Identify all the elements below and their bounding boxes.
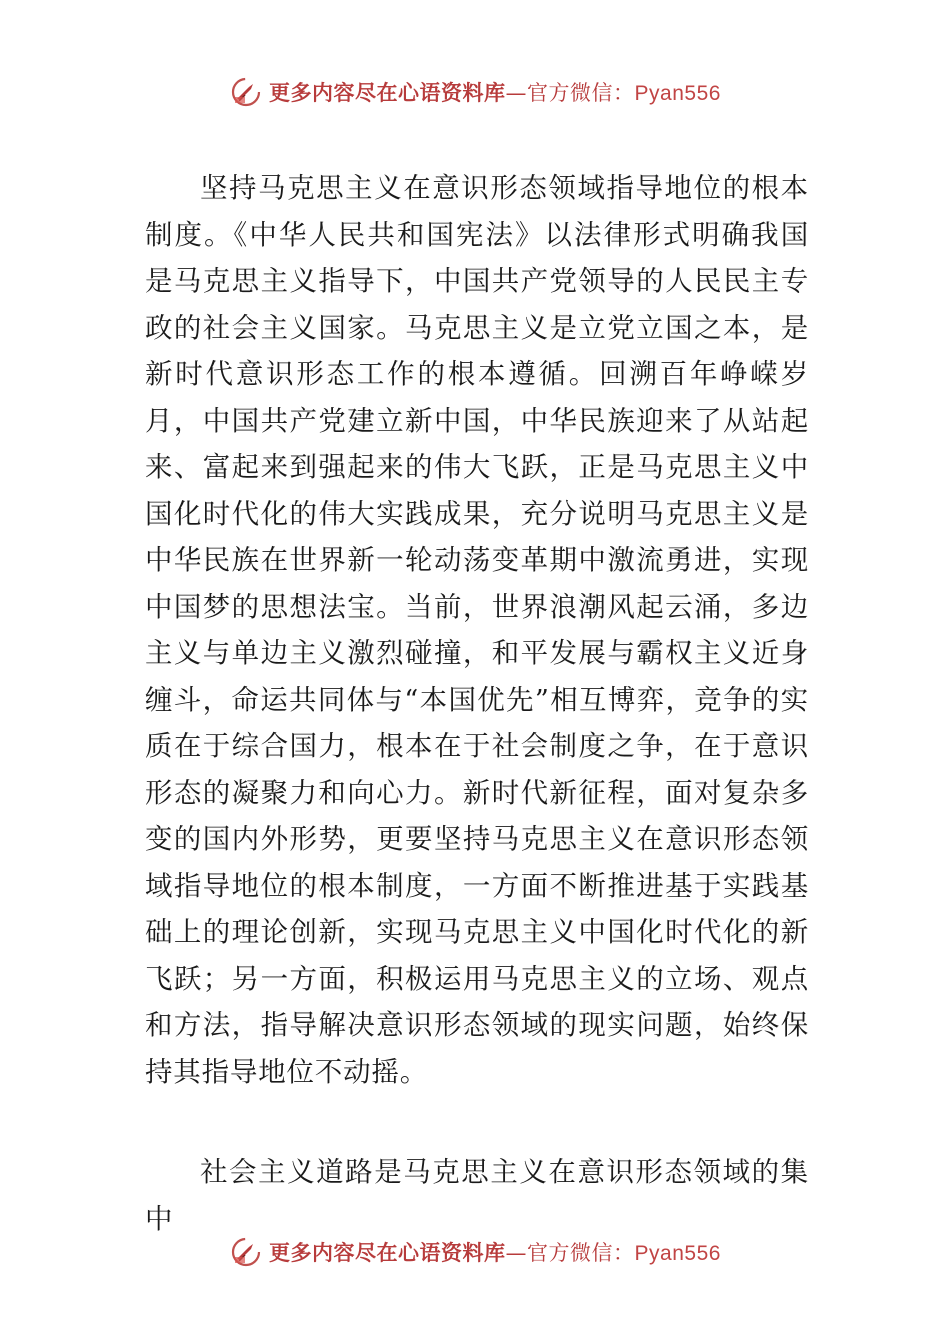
quill-book-logo-icon [229, 1235, 263, 1269]
banner-text [269, 77, 721, 107]
document-body [145, 165, 809, 1242]
quill-book-logo-icon [229, 75, 263, 109]
banner-wechat-id: Pyan556 [634, 1242, 721, 1265]
banner-main-text: 更多内容尽在心语资料库 [269, 1241, 506, 1265]
banner-main-text: 更多内容尽在心语资料库 [269, 81, 506, 105]
banner-wechat-label: 官方微信： [527, 1241, 635, 1265]
body-paragraph-2: 社会主义道路是马克思主义在意识形态领域的集中 [145, 1156, 809, 1235]
banner-dash: — [505, 81, 528, 105]
banner-wechat-id: Pyan556 [634, 82, 721, 105]
footer-banner [0, 1232, 950, 1272]
banner-dash: — [505, 1241, 528, 1265]
banner-wechat-label: 官方微信： [527, 81, 635, 105]
banner-text [269, 1237, 721, 1267]
header-banner [0, 72, 950, 112]
body-paragraph-1: 坚持马克思主义在意识形态领域指导地位的根本制度。《中华人民共和国宪法》以法律形式明确我国是马克思主义指导下，中国共产党领导的人民民主专政的社会主义国家。马克思主义是立党立国之本，是新时代意识形态工作的根本遵循。回溯百年峥嵘岁月，中国共产党建立新中国，中华民族迎来了从站起来、富起来到强起来的伟大飞跃，正是马克思主义中国化时代化的伟大实践成果，充分说明马克思主义是中华民族在世界新一轮动荡变革期中激流勇进，实现中国梦的思想法宝。当前，世界浪潮风起云涌，多边主义与单边主义激烈碰撞，和平发展与霸权主义近身缠斗，命运共同体与“本国优先”相互博弈，竞争的实质在于综合国力，根本在于社会制度之争，在于意识形态的凝聚力和向心力。新时代新征程，面对复杂多变的国内外形势，更要坚持马克思主义在意识形态领域指导地位的根本制度，一方面不断推进基于实践基础上的理论创新，实现马克思主义中国化时代化的新飞跃；另一方面，积极运用马克思主义的立场、观点和方法，指导解决意识形态领域的现实问题，始终保持其指导地位不动摇。 [145, 172, 809, 1088]
